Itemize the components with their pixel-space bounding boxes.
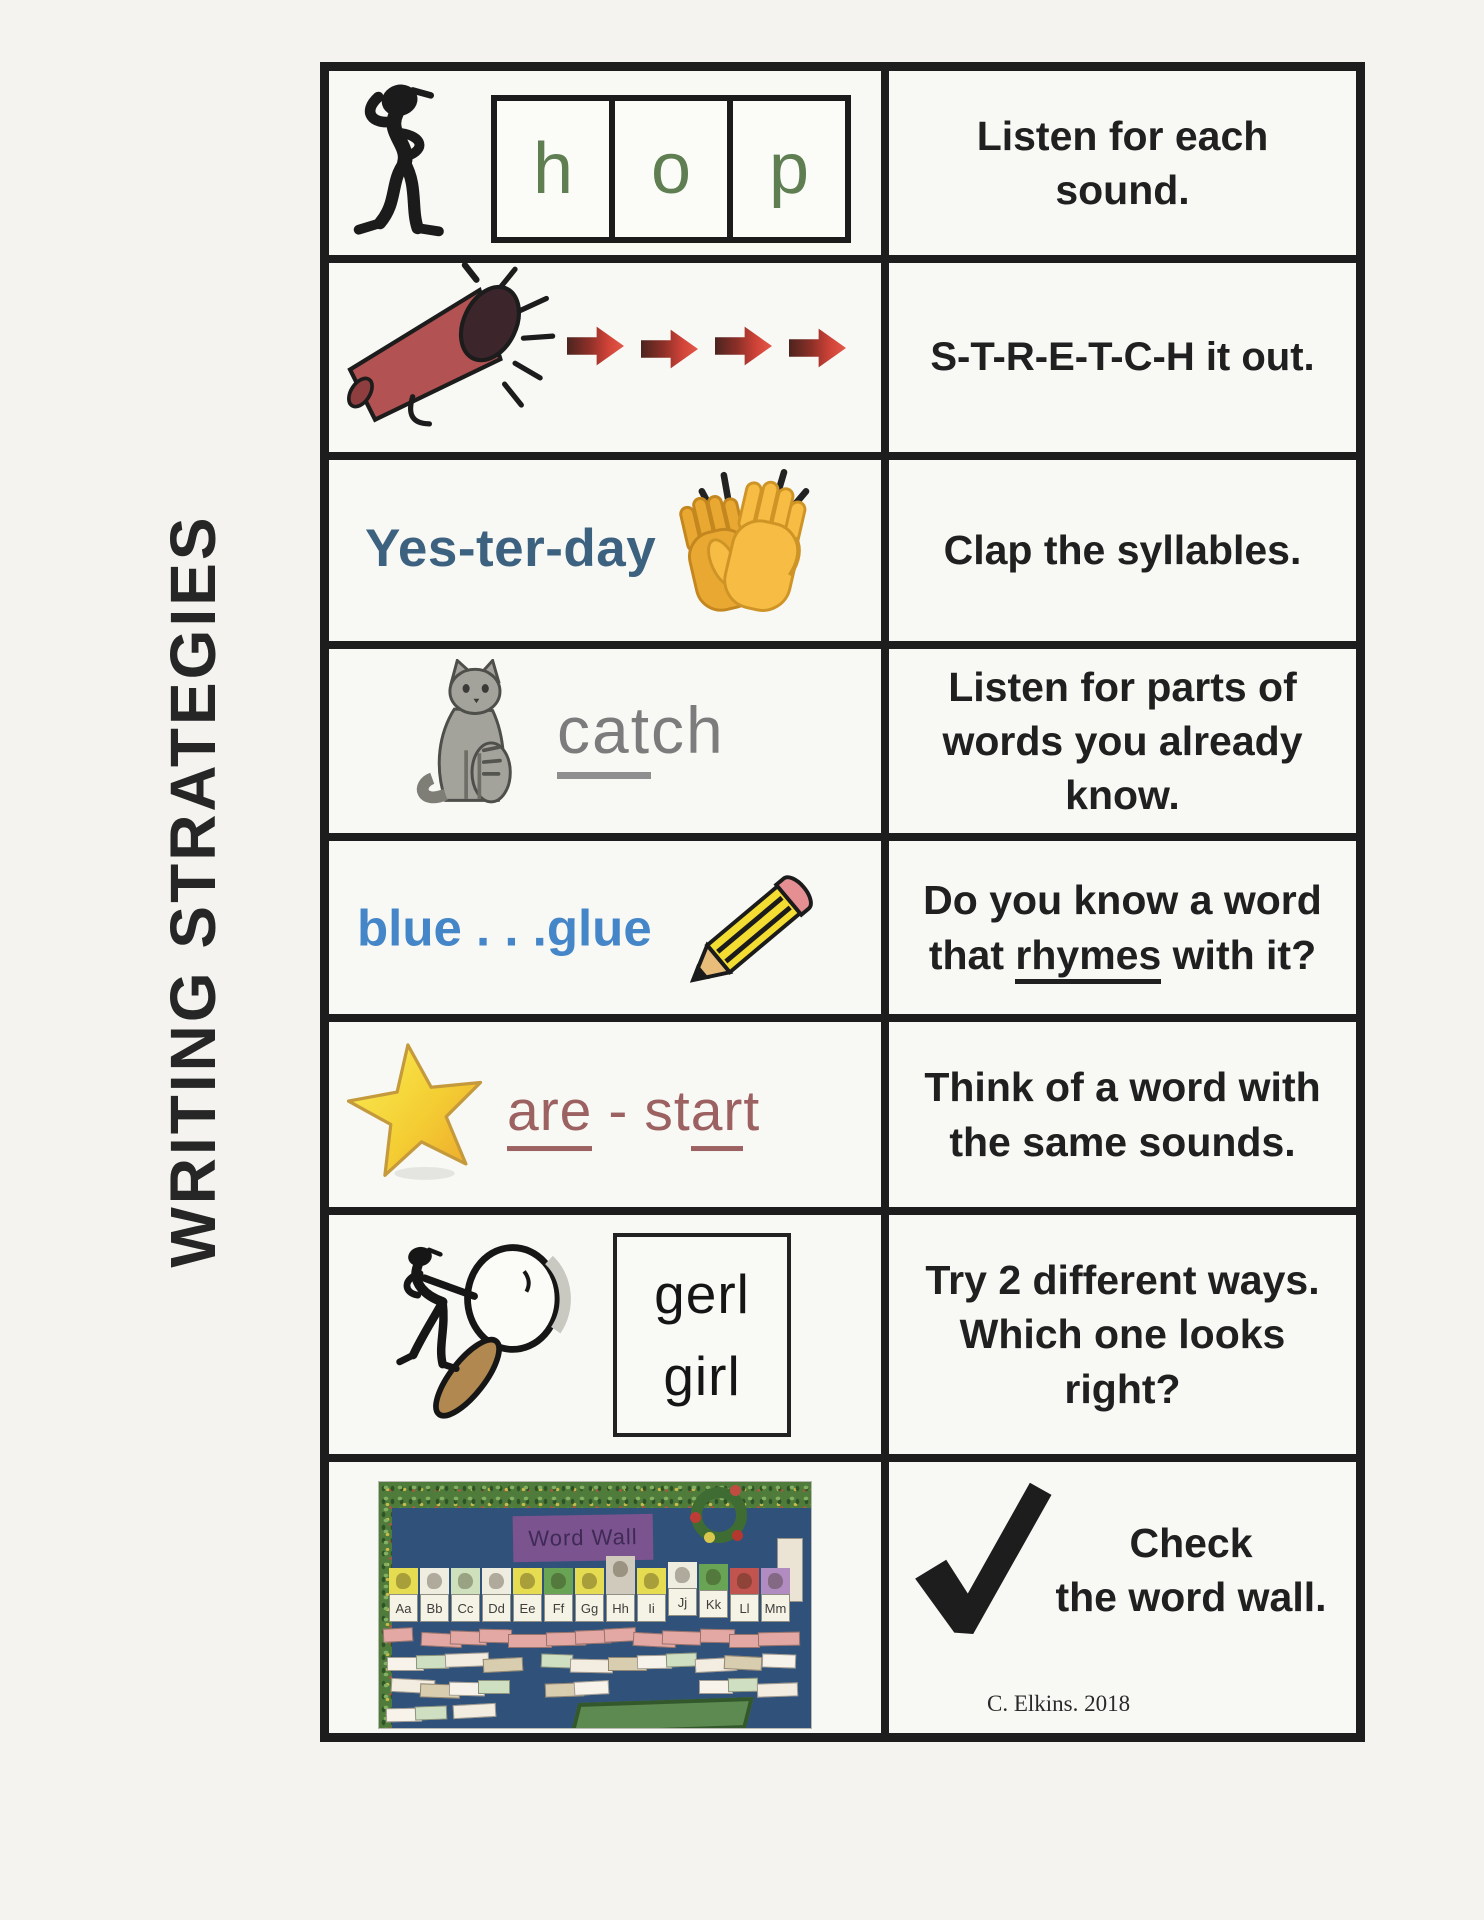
alphabet-card: Bb (420, 1568, 449, 1634)
alphabet-card: Cc (451, 1568, 480, 1634)
sound-box-letter: p (727, 95, 851, 243)
instruction-text: Check the word wall. (1055, 1520, 1327, 1621)
arrow-right-icon (567, 323, 624, 369)
alphabet-card: Dd (482, 1568, 511, 1634)
row-try-two-ways-instruction (889, 1215, 1356, 1454)
row-same-sounds-instruction (889, 1022, 1356, 1207)
arrow-right-icon (789, 325, 846, 371)
pencil-icon (673, 843, 839, 1009)
clapping-hands-icon (655, 462, 825, 638)
row-word-wall-instruction (889, 1462, 1356, 1733)
row-stretch-example (329, 263, 881, 452)
magnifying-glass-figure-icon (377, 1227, 592, 1439)
alphabet-card: Gg (575, 1568, 604, 1634)
cat-icon (413, 659, 531, 821)
star-icon (347, 1040, 487, 1182)
credit-text: C. Elkins. 2018 (987, 1691, 1131, 1716)
spelling-try: gerl (654, 1262, 750, 1325)
alphabet-card: Jj (668, 1562, 697, 1628)
word-part-example (557, 692, 725, 768)
sound-boxes (491, 95, 851, 243)
instruction-text: Listen for parts of words you already know. (942, 663, 1303, 819)
wreath-icon (691, 1487, 747, 1543)
word-chunk: st (644, 1078, 691, 1143)
row-word-parts-instruction (889, 649, 1356, 833)
listening-figure-icon (341, 79, 491, 251)
word-wall-sign: Word Wall (513, 1514, 654, 1562)
same-sound-example (507, 1078, 760, 1144)
instruction-text: Try 2 different ways. Which one looks right? (925, 1257, 1320, 1412)
word-chunk: t (743, 1078, 761, 1143)
alphabet-card: Ll (730, 1568, 759, 1634)
row-word-wall-example (329, 1462, 881, 1733)
alphabet-card: Mm (761, 1568, 790, 1634)
rhyme-example-word: blue . . .glue (357, 899, 652, 956)
row-word-parts-example (329, 649, 881, 833)
row-same-sounds-example (329, 1022, 881, 1207)
arrow-right-icon (715, 323, 772, 369)
strategies-table (320, 62, 1365, 1742)
alphabet-card: Ii (637, 1568, 666, 1634)
underlined-chunk: ar (691, 1079, 744, 1151)
alphabet-card: Ff (544, 1568, 573, 1634)
foliage-border (379, 1482, 811, 1508)
arrow-right-icon (641, 326, 698, 372)
megaphone-icon (331, 263, 556, 451)
page-title: WRITING STRATEGIES (157, 514, 229, 1268)
alphabet-card: Ee (513, 1568, 542, 1634)
sound-box-letter: h (491, 95, 615, 243)
alphabet-card: Hh (606, 1556, 635, 1622)
row-rhyme-example (329, 841, 881, 1014)
instruction-text: Listen for each sound. (976, 112, 1269, 213)
instruction-text: Do you know a word that rhymes with it? (923, 873, 1322, 981)
chalk-tray (570, 1697, 754, 1728)
underlined-word-part: cat (557, 693, 651, 779)
row-listen-sounds-example (329, 71, 881, 255)
row-stretch-instruction (889, 263, 1356, 452)
syllable-example-word: Yes-ter-day (365, 518, 657, 578)
instruction-text: Clap the syllables. (943, 527, 1302, 574)
spelling-try: girl (663, 1345, 741, 1407)
alphabet-card-row (389, 1568, 790, 1634)
instruction-text: S-T-R-E-T-C-H it out. (930, 335, 1315, 380)
row-clap-instruction (889, 460, 1356, 641)
underlined-word: rhymes (1015, 932, 1161, 984)
stretch-arrows (567, 323, 846, 369)
instruction-text: Think of a word with the same sounds. (924, 1064, 1321, 1165)
word-part-rest: ch (651, 692, 725, 767)
alphabet-card: Aa (389, 1568, 418, 1634)
row-try-two-ways-example (329, 1215, 881, 1454)
row-listen-sounds-instruction (889, 71, 1356, 255)
word-wall-photo (379, 1482, 811, 1728)
separator: - (608, 1078, 629, 1143)
underlined-chunk: are (507, 1079, 592, 1151)
sound-box-letter: o (609, 95, 733, 243)
spelling-tries-box (613, 1233, 791, 1437)
row-rhyme-instruction (889, 841, 1356, 1014)
alphabet-card: Kk (699, 1564, 728, 1630)
row-clap-example (329, 460, 881, 641)
checkmark-icon (909, 1476, 1059, 1638)
